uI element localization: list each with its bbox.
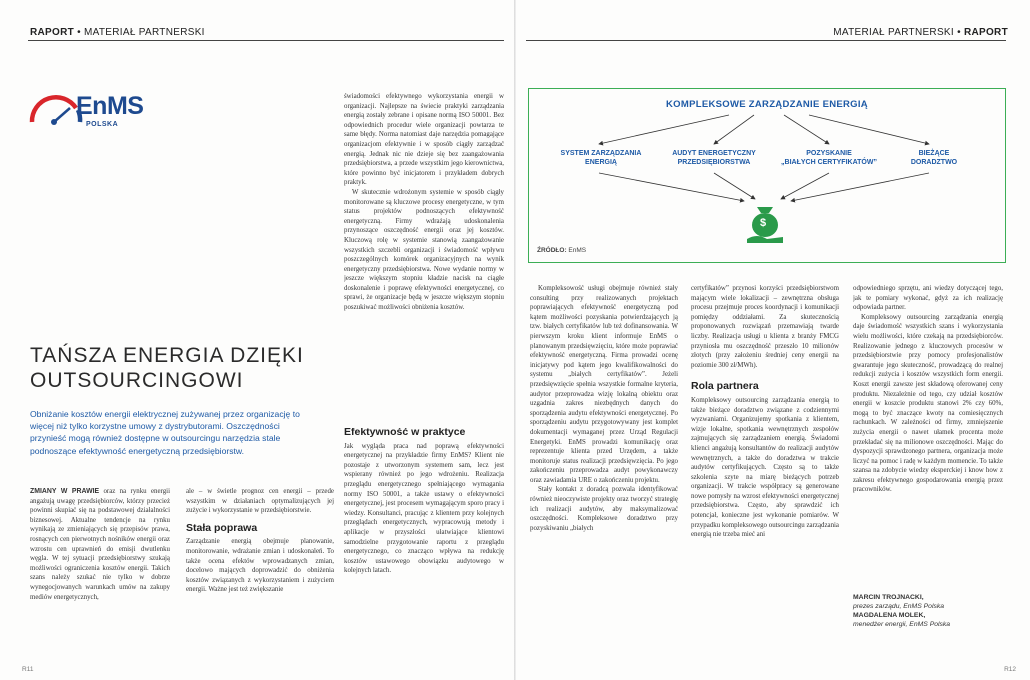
diagram-box-audit	[664, 149, 764, 167]
header-bullet: •	[77, 27, 85, 38]
author-name: MARCIN TROJNACKI,	[853, 594, 924, 601]
paragraph: ale – w świetle prognoz cen energii – przede wszystkim w działaniach optymalizujących jej zużycie i wykorzystanie w przedsiębiorstwie.	[186, 488, 334, 515]
page-number-right: R12	[1004, 666, 1016, 673]
lead-in: ZMIANY W PRAWIE	[30, 488, 100, 495]
diagram-heading: KOMPLEKSOWE ZARZĄDZANIE ENERGIĄ	[666, 99, 868, 110]
article-column-3-bottom	[344, 428, 504, 663]
paragraph: Kompleksowość usługi obejmuje również stały consulting przy realizowanych projektach poprawiających efektywność energetyczną pod kątem możliwości pozyskania potwierdzających ją tzw. białych certyfikatów lub też dofinansowania. W pierwszym kroku klient informuje EnMS o planowanym przedsięwzięciu, które może poprawiać efektywność energetyczną. Firma prowadzi ocenę inicjatywy pod kątem jego kwalifikowalności do systemu „białych certyfikatów”. Jeżeli przedsięwzięcie spełnia wszystkie formalne kryteria, audytor przeprowadza wizję lokalną obiektu oraz uzgadnia zakres niezbędnych danych do sporządzenia audytu efektywności energetycznej. Po sporządzeniu audytu przygotowywany jest komplet dokumentacji wymaganej przez Urząd Regulacji Energetyki. EnMS prowadzi komunikację oraz reprezentuje klienta przed Urzędem, a także monitoruje status realizacji przedsięwzięcia. Po jego zakończeniu przeprowadza audyt powykonawczy oraz zawiadamia URE o zakończeniu projektu.	[530, 285, 678, 484]
enms-logo	[26, 86, 156, 136]
article-title	[30, 343, 320, 393]
paragraph: Kompleksowy outsourcing zarządzania energią daje świadomość wszystkich szans i wykorzystania wielu możliwości, które czekają na przedsiębiorców. Realizowanie jednego z kluczowych procesów w przedsiębiorstwie przy pomocy profesjonalistów gwarantuje jego skuteczność, prowadzącą do realnej redukcji zużycia i kosztów wszystkich form energii. Koszt energii zawsze jest składową oferowanej ceny produktu. Niezależnie od tego, czy udział kosztów energii w koszcie produktu stanowi 2% czy 60%, mogą to być znaczące kwoty na comiesięcznych rachunkach. W zależności od firmy, zmniejszenie zużycia energii o nawet ułamek procenta może przekładać się na milionowe oszczędności. Mając do dyspozycji sprawdzonego partnera, organizacja może liczyć na pomoc i radę w każdym momencie. To także szansa na zdobycie wiedzy eksperckiej i know how z zakresu efektywnego gospodarowania energią przez pracowników.	[853, 313, 1003, 494]
paragraph: świadomości efektywnego wykorzystania energii w organizacji. Najlepsze na świecie praktyki zarządzania energią zostały zebrane i opisane normą ISO 50001. Bez odpowiednich procedur wiele organizacji powtarza te same błędy. Norma natomiast daje narzędzia pomagające organizacjom efektywnie i w sposób ciągły zarządzać energią. Jednak nic nie dzieje się bez zaangażowania przedsiębiorstwa, a przede wszystkim jego kierownictwa, które powinno być inicjatorem i przykładem dobrych praktyk.	[344, 93, 504, 187]
box-line: PRZEDSIĘBIORSTWA	[677, 159, 751, 166]
article-intro: Obniżanie kosztów energii elektrycznej zużywanej przez organizację to więcej niż tylko korzystne umowy z dystrybutorami. Oszczędności przynieść mogą również dostępne w outsourcingu narzędzia stale podnoszące efektywność energetyczną przedsiębiorstw.	[30, 409, 300, 456]
article-column-6	[853, 284, 1003, 584]
section-heading: Rola partnera	[691, 380, 759, 393]
header-bullet: •	[957, 27, 964, 38]
box-line: ENERGIĄ	[585, 159, 617, 166]
left-header-section: MATERIAŁ PARTNERSKI	[84, 27, 205, 38]
diagram-box-certificates	[769, 149, 889, 167]
paragraph: certyfikatów” przynosi korzyści przedsiębiorstwom mającym wiele lokalizacji – zewnętrzna obsługa procesu przejmuje proces koordynacji i komunikacji pomiędzy oddziałami. Za skutecznością proponowanych rozwiązań przemawiają twarde liczby. Realizacja usługi u klienta z branży FMCG przyniosła mu oszczędność przeszło 10 milionów złotych (przy założeniu średniej ceny energii na poziomie 300 zł/MWh).	[691, 285, 839, 369]
section-heading: Efektywność w praktyce	[344, 428, 466, 438]
diagram-source	[537, 247, 586, 254]
right-header-section: MATERIAŁ PARTNERSKI	[833, 27, 954, 38]
services-diagram	[528, 88, 1006, 263]
paragraph: Stały kontakt z doradcą pozwala identyfikować również nieoczywiste projekty oraz tworzyć strategię ich realizacji audytów, aby maksymalizować oszczędności. Kompleksowe doradztwo przy pozyskiwaniu „białych	[530, 486, 678, 532]
logo-wordmark: EnMS	[76, 92, 144, 120]
source-value: EnMS	[568, 247, 587, 254]
logo-subtitle: POLSKA	[86, 121, 119, 128]
dollar-symbol: $	[760, 217, 767, 229]
left-header-label: RAPORT	[30, 27, 75, 38]
article-column-3-top	[344, 92, 504, 332]
paragraph: Zarządzanie energią obejmuje planowanie, monitorowanie, wdrażanie zmian i udoskonaleń. To także ocena efektów wprowadzanych zmian, docelowo mających doprowadzić do obniżenia kosztów związanych z wykorzystaniem i zużyciem energii. Ważne jest też zwiększanie	[186, 538, 334, 594]
left-header-rule	[28, 40, 504, 41]
article-column-5	[691, 284, 839, 664]
box-line: SYSTEM ZARZĄDZANIA	[560, 150, 642, 157]
title-line-1: TAŃSZA ENERGIA DZIĘKI	[30, 344, 304, 367]
right-header-rule	[526, 40, 1006, 41]
left-running-header	[30, 27, 205, 38]
author-role: prezes zarządu, EnMS Polska	[853, 603, 945, 610]
author-name: MAGDALENA MOLEK,	[853, 612, 926, 619]
box-line: BIEŻĄCE	[918, 150, 950, 157]
box-line: AUDYT ENERGETYCZNY	[672, 150, 756, 157]
box-line: POZYSKANIE	[806, 150, 852, 157]
box-line: DORADZTWO	[910, 159, 958, 166]
page-gutter	[514, 0, 516, 680]
page-number-left: R11	[22, 666, 34, 673]
author-signatures	[853, 593, 950, 629]
paragraph: odpowiedniego sprzętu, ani wiedzy dotyczącej tego, jak te pomiary wykonać, gdyż za ich realizację odpowiada partner.	[853, 285, 1003, 312]
right-running-header	[833, 27, 1008, 38]
diagram-box-advisory	[894, 149, 974, 167]
box-line: „BIAŁYCH CERTYFIKATÓW”	[781, 159, 877, 166]
paragraph	[30, 487, 170, 602]
source-label: ŹRÓDŁO:	[537, 247, 567, 254]
paragraph: Kompleksowy outsourcing zarządzania energią to także bieżące doradztwo związane z codziennymi wyzwaniami. Organizujemy spotkania z klientem, wizje lokalne, spotkania wewnętrznych zespołów zajmujących się zarządzaniem energią. Świadomi klienci angażują konsultantów do realizacji audytów wewnętrznych, a także do doradztwa w trakcie audytów certyfikujących. Często są to także szkolenia szyte na miarę bieżących potrzeb organizacji. W trakcie współpracy są generowane nowe pomysły na wzrost efektywności energetycznej przedsiębiorstwa. Często, aby sprawdzić ich potencjał, konieczne jest wykonanie pomiarów. W przypadku kompleksowego outsourcingu zarządzania energią nie trzeba mieć ani	[691, 396, 839, 539]
title-line-2: OUTSOURCINGOWI	[30, 369, 244, 392]
section-heading: Stała poprawa	[186, 521, 258, 534]
lead-text: oraz na rynku energii angażują uwagę przedsiębiorców, którzy przecież powinni skupiać się na podstawowej działalności biznesowej. Aktualne tendencje na rynku wynikają ze zmieniających się przepisów prawa, rosnących cen pierwotnych nośników energii oraz wzrostu cen uprawnień do emisji dwutlenku węgla. W tej sytuacji przedsiębiorstwy szukają możliwości ograniczenia kosztów energii. Takich szans należy szukać nie tylko w dobrze wynegocjowanych warunkach umów na zakupy mediów energetycznych,	[30, 488, 170, 601]
right-header-label: RAPORT	[963, 27, 1008, 38]
diagram-box-system	[551, 149, 651, 167]
article-column-4	[530, 284, 678, 664]
author-role: menedżer energii, EnMS Polska	[853, 621, 951, 628]
money-bag-icon	[743, 201, 787, 245]
article-column-1	[30, 487, 170, 663]
article-column-2	[186, 487, 334, 663]
paragraph: W skutecznie wdrożonym systemie w sposób ciągły monitorowane są kluczowe procesy energetyczne, w tym status projektów podnoszących efektywność energetyczną. Firmy wdrażają udoskonalenia przynoszące oszczędność energii oraz jej kosztów. Kluczową rolę w systemie stanowią zaangażowanie wszystkich szczebli organizacji i świadomość wpływu poszczególnych komórek organizacyjnych na wynik energetyczny przedsiębiorstwa. Nowe wydanie normy w jeszcze większym stopniu kładzie nacisk na ciągłe doskonalenie i poprawę efektywności energetycznej, co sprawi, że organizacje będą w jeszcze większym stopniu poszukiwać możliwości obniżenia kosztów.	[344, 188, 504, 312]
paragraph: Jak wygląda praca nad poprawą efektywności energetycznej na przykładzie firmy EnMS? Klient nie pozostaje z utworzonym systemem sam, lecz jest wspierany również po jego wdrożeniu. Realizacja przeglądu energetycznego spełniającego wymagania normy ISO 50001, a także ustawy o efektywności energetycznej, jest procesem wymagającym sporo pracy i wiedzy. Konsultanci, pracując z klientem przy kolejnych przeglądach energetycznych, wypracowują metody i aplikacje w przyszłości ułatwiające klientowi samodzielne przygotowanie raportu z przeglądu energetycznego, co znacząco wpływa na redukcję kosztów ustawowego obowiązku audytowego w kolejnych latach.	[344, 442, 504, 575]
